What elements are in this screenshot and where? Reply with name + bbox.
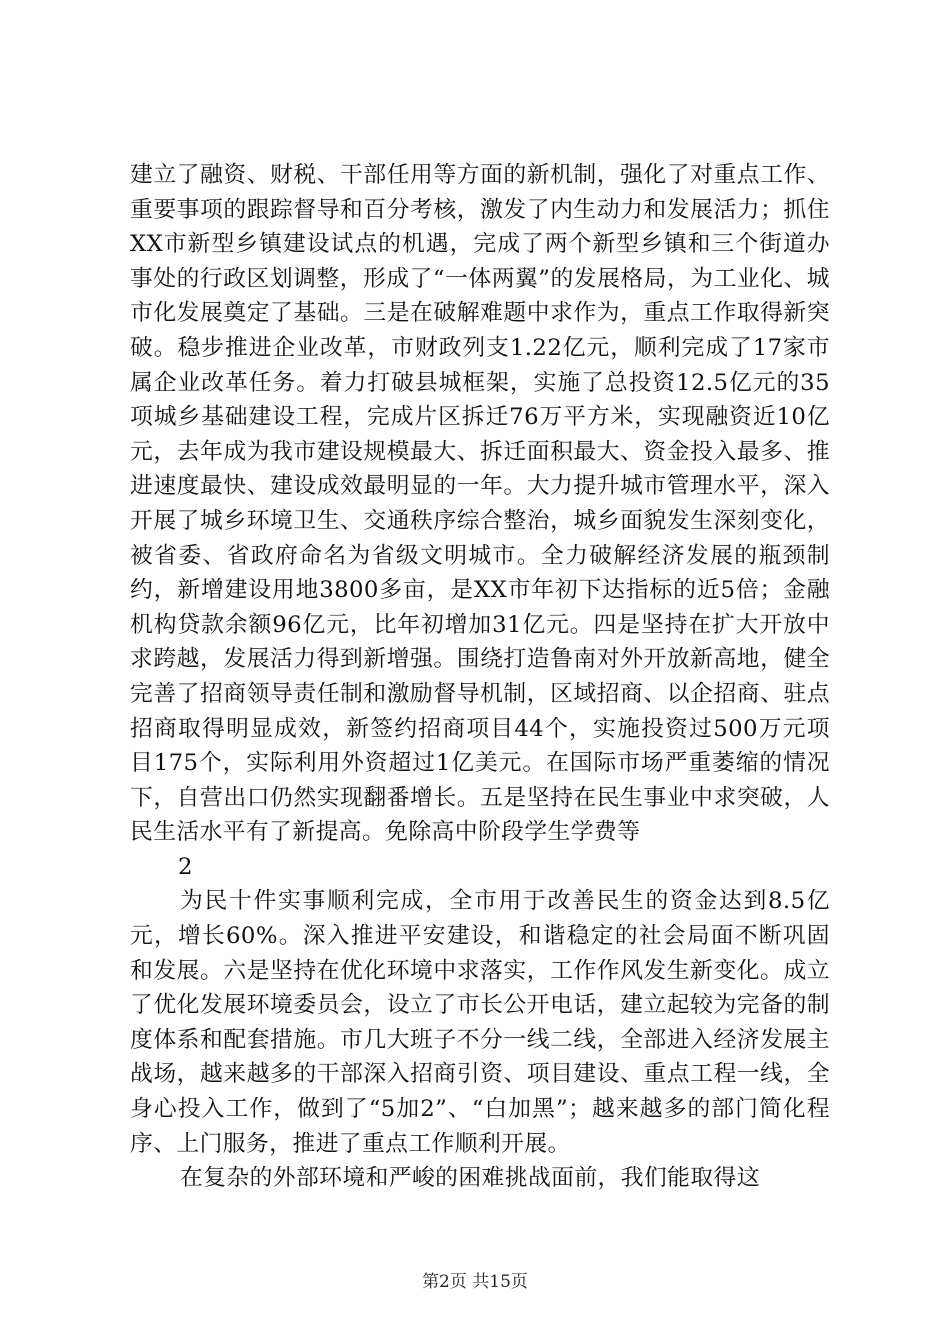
body-paragraph-2: 为民十件实事顺利完成，全市用于改善民生的资金达到8.5亿元，增长60%。深入推进平安建设，和谐稳定的社会局面不断巩固和发展。六是坚持在优化环境中求落实，工作作风发生新变化。成立了优化发展环境委员会，设立了市长公开电话，建立起较为完备的制度体系和配套措施。市几大班子不分一线二线，全部进入经济发展主战场，越来越多的干部深入招商引资、项目建设、重点工程一线，全身心投入工作，做到了“5加2”、“白加黑”；越来越多的部门简化程序、上门服务，推进了重点工作顺利开展。: [130, 888, 830, 1157]
body-paragraph-3: 在复杂的外部环境和严峻的困难挑战面前，我们能取得这: [180, 1165, 760, 1192]
inline-page-number: 2: [178, 853, 193, 880]
body-paragraph-1: 建立了融资、财税、干部任用等方面的新机制，强化了对重点工作、重要事项的跟踪督导和百分考核，激发了内生动力和发展活力；抓住XX市新型乡镇建设试点的机遇，完成了两个新型乡镇和三个街道办事处的行政区划调整，形成了“一体两翼”的发展格局，为工业化、城市化发展奠定了基础。三是在破解难题中求作为，重点工作取得新突破。稳步推进企业改革，市财政列支1.22亿元，顺利完成了17家市属企业改革任务。着力打破县城框架，实施了总投资12.5亿元的35项城乡基础建设工程，完成片区拆迁76万平方米，实现融资近10亿元，去年成为我市建设规模最大、拆迁面积最大、资金投入最多、推进速度最快、建设成效最明显的一年。大力提升城市管理水平，深入开展了城乡环境卫生、交通秩序综合整治，城乡面貌发生深刻变化，被省委、省政府命名为省级文明城市。全力破解经济发展的瓶颈制约，新增建设用地3800多亩，是XX市年初下达指标的近5倍；金融机构贷款余额96亿元，比年初增加31亿元。四是坚持在扩大开放中求跨越，发展活力得到新增强。围绕打造鲁南对外开放新高地，健全完善了招商领导责任制和激励督导机制，区域招商、以企招商、驻点招商取得明显成效，新签约招商项目44个，实施投资过500万元项目175个，实际利用外资超过1亿美元。在国际市场严重萎缩的情况下，自营出口仍然实现翻番增长。五是坚持在民生事业中求突破，人民生活水平有了新提高。免除高中阶段学生学费等: [130, 162, 830, 846]
document-body: [130, 158, 830, 1196]
page-footer: 第2页 共15页: [422, 1272, 528, 1292]
